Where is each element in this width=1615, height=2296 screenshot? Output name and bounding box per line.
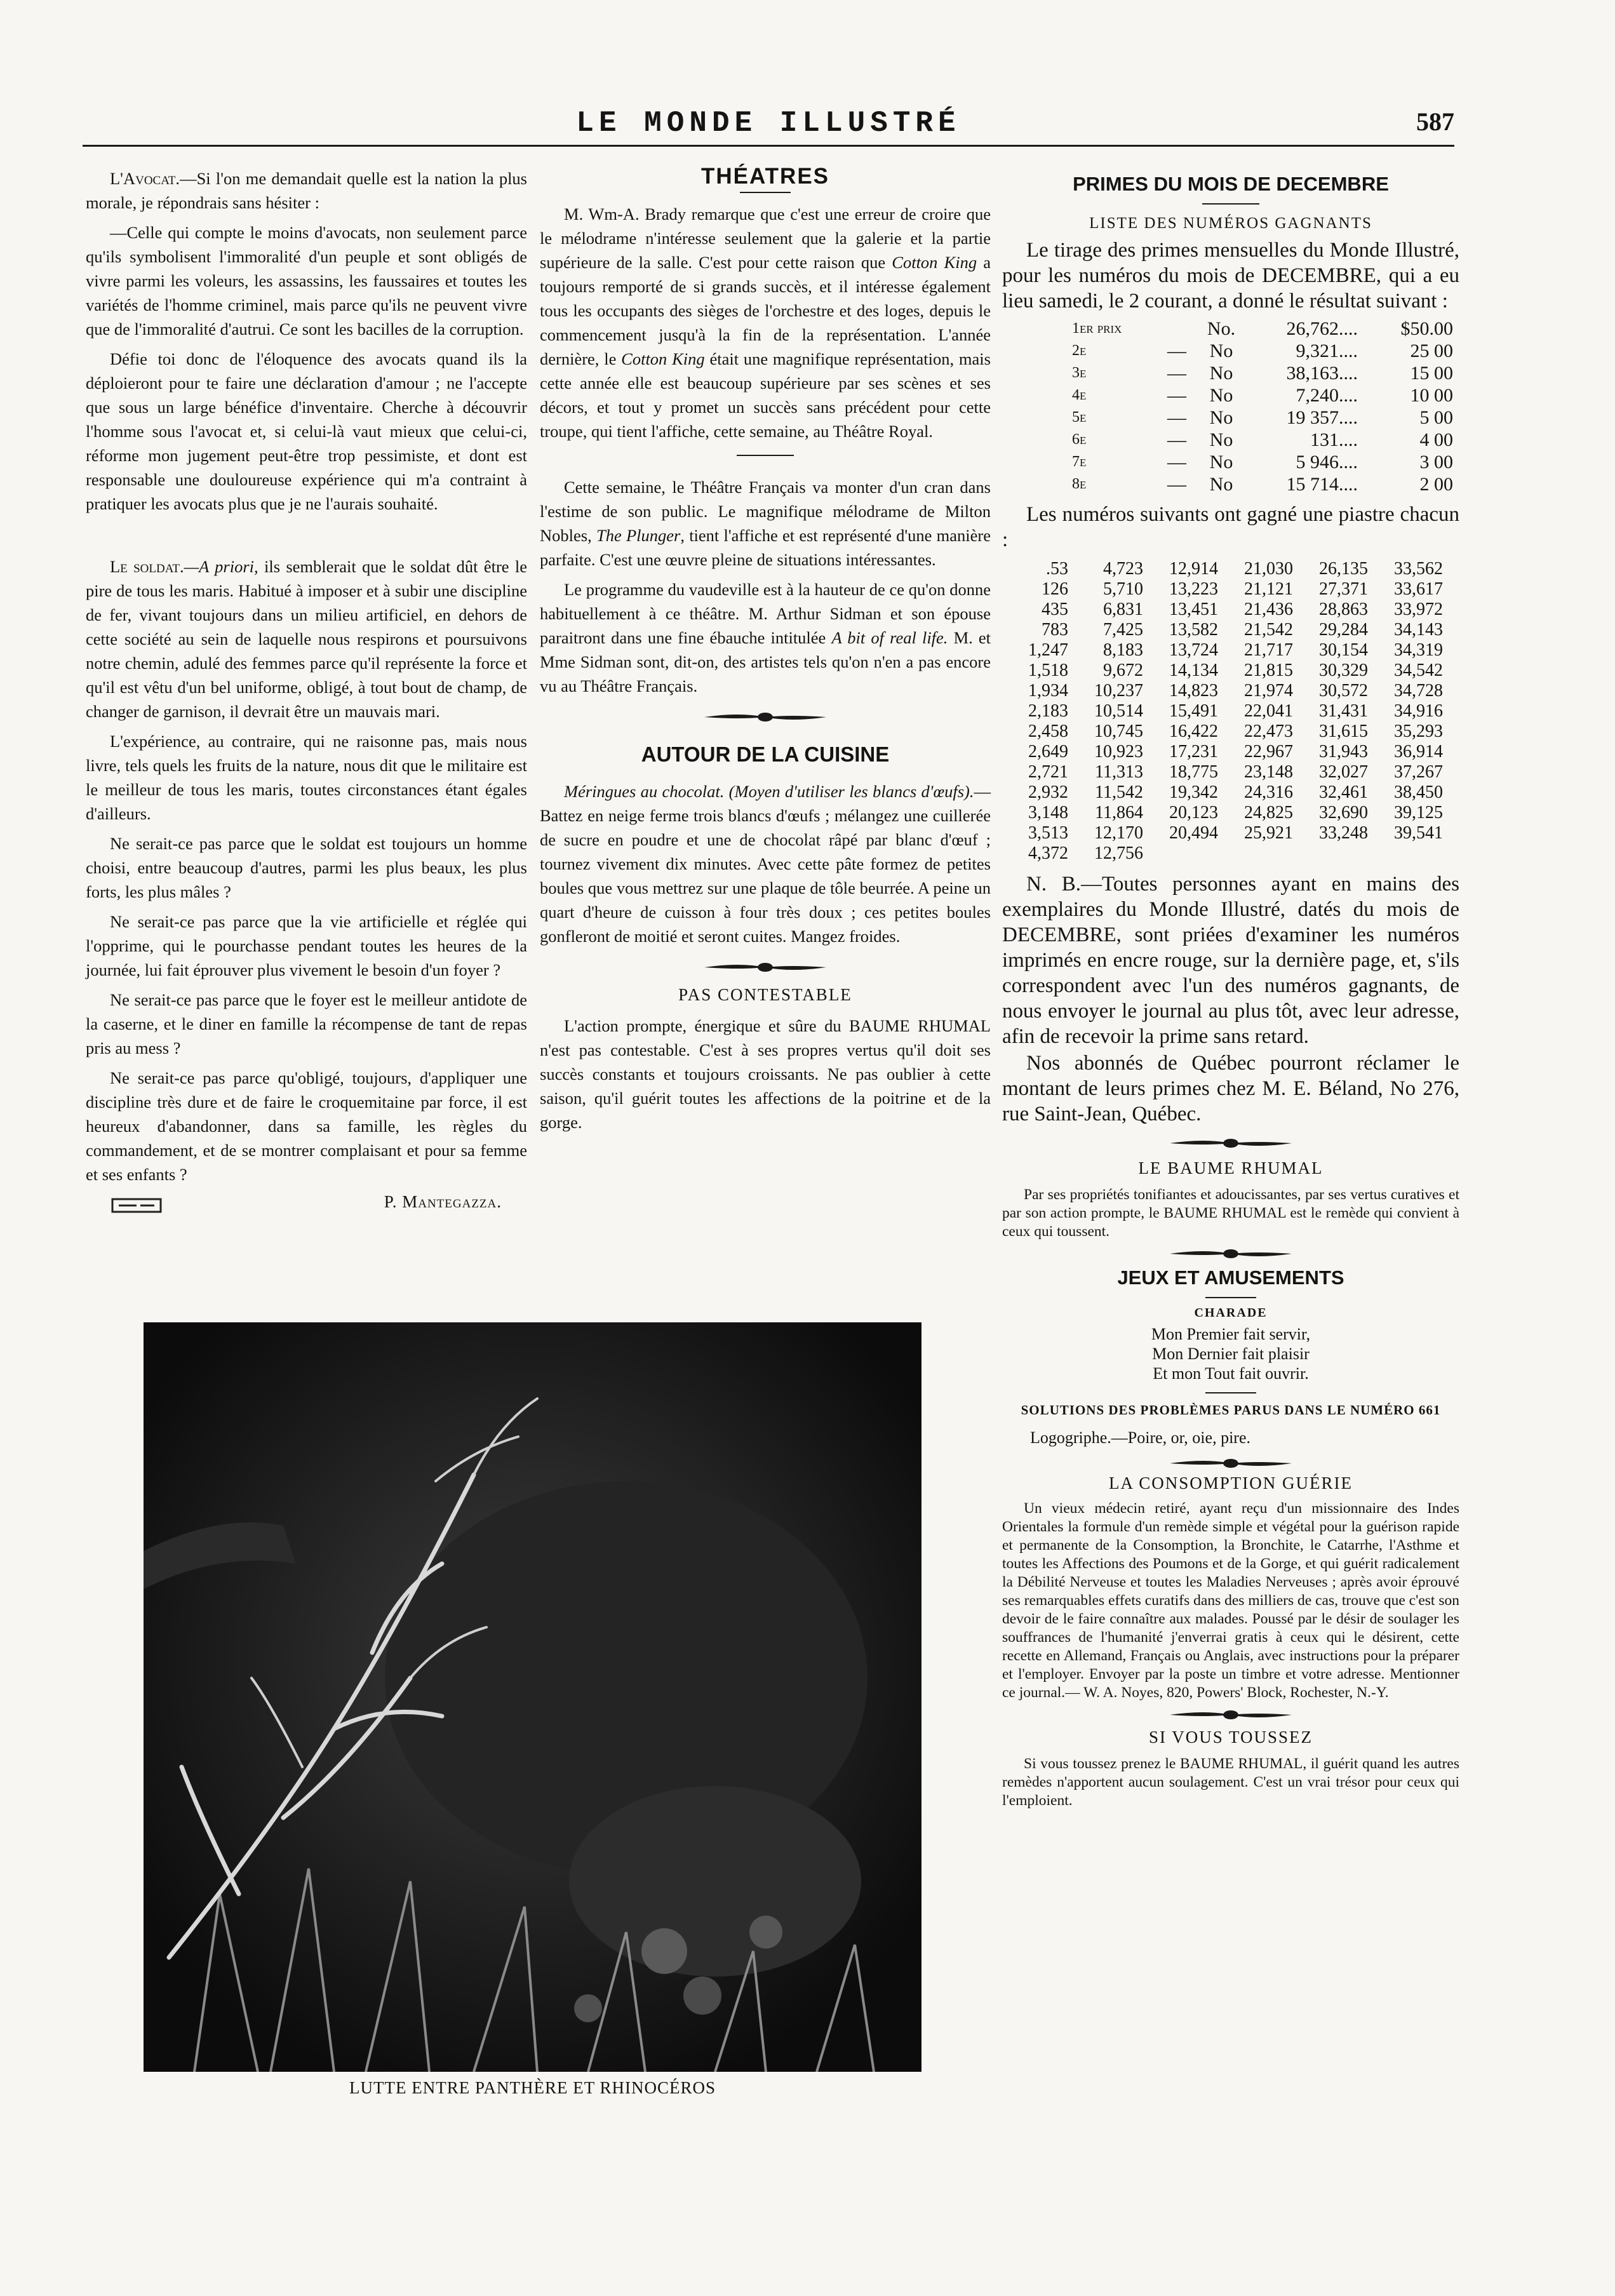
primes-rule: [1202, 203, 1259, 205]
author-signature: P. Mantegazza.: [384, 1192, 502, 1211]
cuisine-paragraph: Méringues au chocolat. (Moyen d'utiliser les blancs d'œufs).—Battez en neige ferme trois blancs d'œufs ; mélangez une cuillerée de sucre en poudre et une de chocolat râpé par blanc d'œuf ; tournez vivement dix minutes. Avec cette pâte formez de petites boules que vous mettrez sur une plaque de tôle beurrée. A peine un quart d'heure de cuisson à four très doux ; ces petites boules gonfleront de moitié et seront cuites. Mangez froides.: [540, 782, 991, 946]
consomption-paragraph: Un vieux médecin retiré, ayant reçu d'un missionnaire des Indes Orientales la formule d'un remède simple et végétal pour la guérison rapide et permanente de la Consomption, la Bronchite, le Catarrhe, l'Asthme et toutes les Affections des Poumons et de la Gorge, et qui guérit radicalement la Débilité Nerveuse et toutes les Maladies Nerveuses ; après avoir éprouvé ses remarquables effets curatifs dans des milliers de cas, trouve que c'est son devoir de le faire connaître aux malades. Poussé par le désir de soulager les souffrances de l'humanité j'enverrai gratis à ceux qui le désirent, cette recette en Allemand, Français ou Anglais, avec instructions pour la préparer et l'employer. Envoyer par la poste un timbre et votre adresse. Mentionner ce journal.— W. A. Noyes, 820, Powers' Block, Rochester, N.-Y.: [1002, 1500, 1459, 1701]
prize-row: [1072, 473, 1453, 495]
prize-row: [1072, 384, 1453, 406]
winning-number: 11,864: [1095, 803, 1143, 822]
tirage-paragraph: Le tirage des primes mensuelles du Monde Illustré, pour les numéros du mois de DECEMBRE, qui a eu lieu samedi, le 2 courant, a donné le résultat suivant :: [1002, 239, 1459, 312]
winning-number: 33,617: [1394, 579, 1443, 599]
winning-number: 2,458: [1028, 722, 1068, 741]
winning-number: 22,967: [1244, 742, 1293, 762]
prize-amount: 10 00: [1410, 385, 1453, 406]
winning-number: 26,135: [1319, 559, 1368, 579]
winning-number: 11,313: [1095, 762, 1143, 782]
prize-number: 9,321....: [1296, 340, 1358, 361]
winning-number: 36,914: [1394, 742, 1443, 762]
prize-number: 131....: [1310, 429, 1358, 450]
winning-number: 31,615: [1319, 722, 1368, 741]
avocat-lead: L'Avocat.: [110, 169, 180, 188]
winning-number: 783: [1042, 620, 1068, 640]
winning-number: 12,914: [1169, 559, 1218, 579]
winning-number: 32,690: [1319, 803, 1368, 822]
prize-number: 5 946....: [1296, 452, 1358, 473]
prize-row: [1072, 406, 1453, 429]
jeux-heading: JEUX ET AMUSEMENTS: [1117, 1266, 1344, 1289]
prize-rank: 2e: [1072, 342, 1087, 359]
winning-number: 10,237: [1094, 681, 1143, 701]
winning-number: 13,582: [1169, 620, 1218, 640]
winning-number: 21,030: [1244, 559, 1293, 579]
ornament-divider: [1167, 1136, 1294, 1151]
winning-number: 29,284: [1319, 620, 1368, 640]
winning-number: 21,436: [1244, 600, 1293, 619]
winning-number: 3,148: [1028, 803, 1068, 822]
winning-number: 31,943: [1319, 742, 1368, 762]
prize-amount: 5 00: [1419, 407, 1453, 428]
winning-number: 32,027: [1319, 762, 1368, 782]
jeux-rule: [1205, 1297, 1256, 1298]
winning-number: 38,450: [1394, 782, 1443, 802]
numbers-row: [1000, 762, 1449, 782]
prize-rank: 3e: [1072, 365, 1087, 381]
signature-row: [86, 1192, 527, 1218]
prize-dash: —: [1167, 429, 1186, 450]
winning-number: 14,134: [1169, 661, 1218, 680]
prize-amount: 3 00: [1419, 452, 1453, 473]
winning-number: 1,518: [1028, 661, 1068, 680]
baume-paragraph: Par ses propriétés tonifiantes et adoucissantes, par ses vertus curatives et par son action prompte, le BAUME RHUMAL est le remède qui convient à ceux qui toussent.: [1002, 1186, 1459, 1240]
winning-number: 34,728: [1394, 681, 1443, 701]
numbers-row: [1000, 579, 1449, 600]
winning-number: 12,170: [1094, 823, 1143, 843]
column-middle: [540, 164, 991, 1140]
winning-number: 30,572: [1319, 681, 1368, 701]
winning-number: 2,932: [1028, 782, 1068, 802]
numbers-row: [1000, 640, 1449, 661]
winning-number: 18,775: [1169, 762, 1218, 782]
winning-number: 20,123: [1169, 803, 1218, 822]
winning-number: [1299, 843, 1374, 864]
charade-heading: CHARADE: [1194, 1306, 1268, 1320]
prize-dash: —: [1167, 474, 1186, 495]
quebec-paragraph: Nos abonnés de Québec pourront réclamer le montant de leurs primes chez M. E. Béland, No 276, rue Saint-Jean, Québec.: [1002, 1052, 1459, 1125]
winning-number: 33,972: [1394, 600, 1443, 619]
winning-number: 13,223: [1169, 579, 1218, 599]
ornament-divider: [702, 960, 829, 975]
winning-number: 2,721: [1028, 762, 1068, 782]
prize-amount: $50.00: [1400, 318, 1453, 339]
winning-number: 15,491: [1169, 701, 1218, 721]
page-number: 587: [1416, 107, 1454, 136]
winning-number: 24,316: [1244, 782, 1293, 802]
cuisine-heading: AUTOUR DE LA CUISINE: [641, 742, 890, 766]
winning-number: 21,121: [1244, 579, 1293, 599]
winning-number: 10,923: [1094, 742, 1143, 762]
winning-number: 1,934: [1028, 681, 1068, 701]
winning-number: 8,183: [1103, 640, 1143, 660]
prize-no: No.: [1207, 318, 1236, 339]
numbers-row: [1000, 803, 1449, 823]
illustration: [144, 1322, 921, 2072]
ornament-divider: [702, 709, 829, 725]
prize-row: [1072, 429, 1453, 451]
winning-number: 1,247: [1028, 640, 1068, 660]
winning-number: 21,815: [1244, 661, 1293, 680]
numbers-row: [1000, 843, 1449, 864]
winning-number: 11,542: [1095, 782, 1143, 802]
theatres-heading: THÉATRES: [700, 164, 830, 189]
numbers-row: [1000, 559, 1449, 579]
consomption-heading: LA CONSOMPTION GUÉRIE: [1108, 1474, 1353, 1493]
winning-number: 17,231: [1169, 742, 1218, 762]
prize-rank: 5e: [1072, 409, 1087, 426]
winning-number: 13,451: [1169, 600, 1218, 619]
winning-number: 34,542: [1394, 661, 1443, 680]
avocat-paragraph-1: L'Avocat.—Si l'on me demandait quelle est la nation la plus morale, je répondrais sans hésiter :: [86, 169, 527, 212]
winning-number: 19,342: [1169, 782, 1218, 802]
winning-number: 22,473: [1244, 722, 1293, 741]
winning-number: 20,494: [1169, 823, 1218, 843]
winning-number: 30,154: [1319, 640, 1368, 660]
winning-number: 24,825: [1244, 803, 1293, 822]
winning-number: 27,371: [1319, 579, 1368, 599]
charade-rule: [1205, 1392, 1256, 1393]
winning-number: 21,542: [1244, 620, 1293, 640]
prize-amount: 4 00: [1419, 429, 1453, 450]
prize-number: 7,240....: [1296, 385, 1358, 406]
toussez-paragraph: Si vous toussez prenez le BAUME RHUMAL, il guérit quand les autres remèdes n'apportent aucun soulagement. C'est un vrai trésor pour ceux qui l'emploient.: [1002, 1756, 1459, 1809]
soldat-paragraph-2: L'expérience, au contraire, qui ne raisonne pas, mais nous livre, tels quels les fruits de la nature, nous dit que le militaire est le meilleur de tous les maris, toutes circonstances étant égales d'ailleurs.: [86, 732, 527, 823]
theatres-rule: [740, 192, 791, 193]
column-left: [86, 166, 527, 1218]
prize-number: 38,163....: [1286, 363, 1358, 384]
winning-number: 33,562: [1394, 559, 1443, 579]
prize-rank: 4e: [1072, 387, 1087, 403]
soldat-paragraph-1: Le soldat.—A priori, ils semblerait que le soldat dût être le pire de tous les maris. Habitué à imposer et à subir une discipline de fer, vivant toujours dans un milieu artificiel, en dehors de cette société au sein de laquelle nous respirons et poursuivons notre chemin, adulé des femmes parce qu'il représente la force et qu'il est vêtu d'un bel uniforme, obligé, à tout bout de champ, de changer de garnison, il devrait être un mauvais mari.: [86, 557, 528, 721]
toussez-heading: SI VOUS TOUSSEZ: [1148, 1728, 1313, 1747]
winning-number: 12,756: [1094, 843, 1143, 863]
winning-number: [1374, 843, 1449, 864]
winning-number: 10,745: [1094, 722, 1143, 741]
logogriphe-line: Logogriphe.—Poire, or, oie, pire.: [1030, 1428, 1250, 1447]
winning-number: 6,831: [1103, 600, 1143, 619]
prize-no: No: [1209, 340, 1233, 361]
numbers-row: [1000, 661, 1449, 681]
pas-contestable-heading: PAS CONTESTABLE: [678, 985, 852, 1004]
prize-no: No: [1209, 363, 1233, 384]
prize-number: 19 357....: [1286, 407, 1358, 428]
header-rule: [83, 145, 1454, 147]
prize-table: [1072, 318, 1453, 495]
prize-dash: —: [1167, 407, 1186, 428]
winning-number: 4,372: [1028, 843, 1068, 863]
winning-number: 39,541: [1394, 823, 1443, 843]
charade-line-2: Mon Dernier fait plaisir: [1152, 1345, 1310, 1363]
page-header: [83, 107, 1454, 145]
winning-number: 34,319: [1394, 640, 1443, 660]
winning-number: 37,267: [1394, 762, 1443, 782]
winning-number: 13,724: [1169, 640, 1218, 660]
soldat-paragraph-3: Ne serait-ce pas parce que le soldat est toujours un homme choisi, entre beaucoup d'autres, parmi les plus beaux, les plus forts, les plus mâles ?: [86, 834, 527, 901]
winning-number: 28,863: [1319, 600, 1368, 619]
winning-number: 2,183: [1028, 701, 1068, 721]
winning-number: 31,431: [1319, 701, 1368, 721]
winning-number: [1149, 843, 1224, 864]
prize-row: [1072, 318, 1453, 340]
winning-number: 3,513: [1028, 823, 1068, 843]
prize-no: No: [1209, 385, 1233, 406]
prize-row: [1072, 362, 1453, 384]
winning-number: 16,422: [1169, 722, 1218, 741]
winning-number: 4,723: [1103, 559, 1143, 579]
soldat-paragraph-6: Ne serait-ce pas parce qu'obligé, toujours, d'appliquer une discipline très dure et de faire le croquemitaine par force, il est heureux d'abandonner, dans sa famille, les règles du commandement, et de se montrer complaisant et pour sa femme et ses enfants ?: [86, 1068, 527, 1184]
prize-amount: 15 00: [1410, 363, 1453, 384]
prize-dash: —: [1167, 363, 1186, 384]
illustration-caption: LUTTE ENTRE PANTHÈRE ET RHINOCÉROS: [349, 2078, 716, 2097]
prize-no: No: [1209, 474, 1233, 495]
numbers-row: [1000, 701, 1449, 722]
soldat-paragraph-5: Ne serait-ce pas parce que le foyer est le meilleur antidote de la caserne, et le diner en famille la récompense de tant de repas pris au mess ?: [86, 990, 527, 1057]
soldat-lead: Le soldat.: [110, 557, 184, 576]
prize-number: 15 714....: [1286, 474, 1358, 495]
winning-number: 34,143: [1394, 620, 1443, 640]
winning-number: 22,041: [1244, 701, 1293, 721]
winning-number: .53: [1046, 559, 1068, 579]
winning-number: 2,649: [1028, 742, 1068, 762]
prize-rank: 7e: [1072, 453, 1087, 470]
winning-numbers-table: [1000, 559, 1449, 864]
prize-dash: —: [1167, 340, 1186, 361]
piastre-paragraph: Les numéros suivants ont gagné une piastre chacun :: [1002, 503, 1459, 551]
avocat-paragraph-2: —Celle qui compte le moins d'avocats, non seulement parce qu'ils symbolisent l'immoralité d'un peuple et sont obligés de vivre parmi les voleurs, les assassins, les faussaires et toutes les variétés de l'homme criminel, mais parce qu'ils ne peuvent vivre que de l'immoralité d'autrui. Ce sont les bacilles de la corruption.: [86, 223, 527, 339]
prize-rank: 1er prix: [1072, 320, 1122, 337]
winning-number: 21,974: [1244, 681, 1293, 701]
ornament-divider: [1167, 1246, 1294, 1261]
winning-number: 21,717: [1244, 640, 1293, 660]
theatres-separator: [737, 455, 794, 456]
theatres-paragraph-3: Le programme du vaudeville est à la hauteur de ce qu'on donne habituellement à ce théâtre. M. Arthur Sidman et son épouse paraitront dans une fine ébauche intitulée A bit of real life. M. et Mme Sidman sont, dit-on, des artistes tels qu'on n'en a pas encore vu au Théâtre Français.: [540, 580, 991, 695]
prize-rank: 8e: [1072, 476, 1087, 492]
baume-heading: LE BAUME RHUMAL: [1138, 1158, 1323, 1178]
printer-mark-icon: [111, 1197, 162, 1214]
winning-number: 126: [1042, 579, 1068, 599]
winning-number: 30,329: [1319, 661, 1368, 680]
liste-heading: LISTE DES NUMÉROS GAGNANTS: [1089, 215, 1372, 232]
solutions-heading: SOLUTIONS DES PROBLÈMES PARUS DANS LE NUMÉRO 661: [1021, 1402, 1441, 1418]
ornament-divider: [1167, 1456, 1294, 1471]
numbers-row: [1000, 782, 1449, 803]
prize-no: No: [1209, 407, 1233, 428]
winning-number: 33,248: [1319, 823, 1368, 843]
column-right: [1002, 173, 1459, 1813]
nb-paragraph: N. B.—Toutes personnes ayant en mains des exemplaires du Monde Illustré, datés du mois de DECEMBRE, sont priées d'examiner les numéros imprimés en encre rouge, sur la dernière page, et, s'ils correspondent avec l'un des numéros gagnants, de nous envoyer le journal au plus tôt, avec leur adresse, afin de recevoir la prime sans retard.: [1002, 873, 1459, 1048]
prize-rank: 6e: [1072, 431, 1087, 448]
engraving-image: [144, 1322, 921, 2072]
numbers-row: [1000, 722, 1449, 742]
winning-number: 14,823: [1169, 681, 1218, 701]
prize-number: 26,762....: [1286, 318, 1358, 339]
theatres-paragraph-2: Cette semaine, le Théâtre Français va monter d'un cran dans l'estime de son public. Le magnifique mélodrame de Milton Nobles, The Plunger, tient l'affiche et est représenté d'une manière parfaite. C'est une œuvre pleine de situations intéressantes.: [540, 478, 991, 569]
soldat-paragraph-4: Ne serait-ce pas parce que la vie artificielle et réglée qui l'opprime, qui le pourchasse pendant toutes les heures de la journée, lui fait éprouver plus vivement le besoin d'un foyer ?: [86, 912, 527, 979]
ornament-divider: [1167, 1707, 1294, 1722]
avocat-paragraph-3: Défie toi donc de l'éloquence des avocats quand ils la déploieront pour te faire une déclaration d'amour ; ne l'accepte que sous un large bénéfice d'inventaire. Cherche à découvrir l'homme sous l'avocat et, si celui-là vaut mieux que celui-ci, réforme mon jugement peut-être trop pessimiste, et dont est responsable une douloureuse expérience qui m'a contraint à pratiquer les avocats plus que je ne l'aurais souhaité.: [86, 349, 527, 513]
prize-amount: 2 00: [1419, 474, 1453, 495]
numbers-row: [1000, 620, 1449, 640]
winning-number: 23,148: [1244, 762, 1293, 782]
winning-number: 9,672: [1103, 661, 1143, 680]
masthead-title: LE MONDE ILLUSTRÉ: [576, 107, 961, 140]
winning-number: 435: [1042, 600, 1068, 619]
prize-dash: —: [1167, 452, 1186, 473]
prize-row: [1072, 340, 1453, 362]
theatres-paragraph-1: M. Wm-A. Brady remarque que c'est une erreur de croire que le mélodrame n'intéresse seulement que la galerie et la partie supérieure de la salle. C'est pour cette raison que Cotton King a toujours remporté de si grands succès, et il intéresse également tous les occupants des sièges de l'orchestre et des loges, depuis le commencement jusqu'à la fin de la représentation. L'année dernière, le Cotton King était une magnifique représentation, mais cette année elle est beaucoup supérieure par ses scènes et ses décors, et tout y promet un succès sans précédent pour cette troupe, qui tient l'affiche, cette semaine, au Théâtre Royal.: [540, 205, 991, 441]
primes-heading: PRIMES DU MOIS DE DECEMBRE: [1073, 173, 1389, 195]
prize-dash: —: [1167, 385, 1186, 406]
numbers-row: [1000, 600, 1449, 620]
winning-number: 7,425: [1103, 620, 1143, 640]
numbers-row: [1000, 681, 1449, 701]
prize-no: No: [1209, 452, 1233, 473]
winning-number: 34,916: [1394, 701, 1443, 721]
winning-number: 35,293: [1394, 722, 1443, 741]
charade-line-1: Mon Premier fait servir,: [1151, 1325, 1311, 1343]
prize-row: [1072, 451, 1453, 473]
prize-amount: 25 00: [1410, 340, 1453, 361]
winning-number: 10,514: [1094, 701, 1143, 721]
prize-no: No: [1209, 429, 1233, 450]
prize-dash: [1155, 318, 1199, 340]
winning-number: 39,125: [1394, 803, 1443, 822]
charade-line-3: Et mon Tout fait ouvrir.: [1153, 1364, 1309, 1383]
winning-number: 32,461: [1319, 782, 1368, 802]
numbers-row: [1000, 823, 1449, 843]
winning-number: 25,921: [1244, 823, 1293, 843]
winning-number: 5,710: [1103, 579, 1143, 599]
winning-number: [1224, 843, 1299, 864]
numbers-row: [1000, 742, 1449, 762]
pas-contestable-paragraph: L'action prompte, énergique et sûre du BAUME RHUMAL n'est pas contestable. C'est à ses propres vertus qu'il doit ses succès constants et toujours croissants. Ne pas oublier à cette saison, qu'il guérit toutes les affections de la poitrine et de la gorge.: [540, 1016, 991, 1132]
